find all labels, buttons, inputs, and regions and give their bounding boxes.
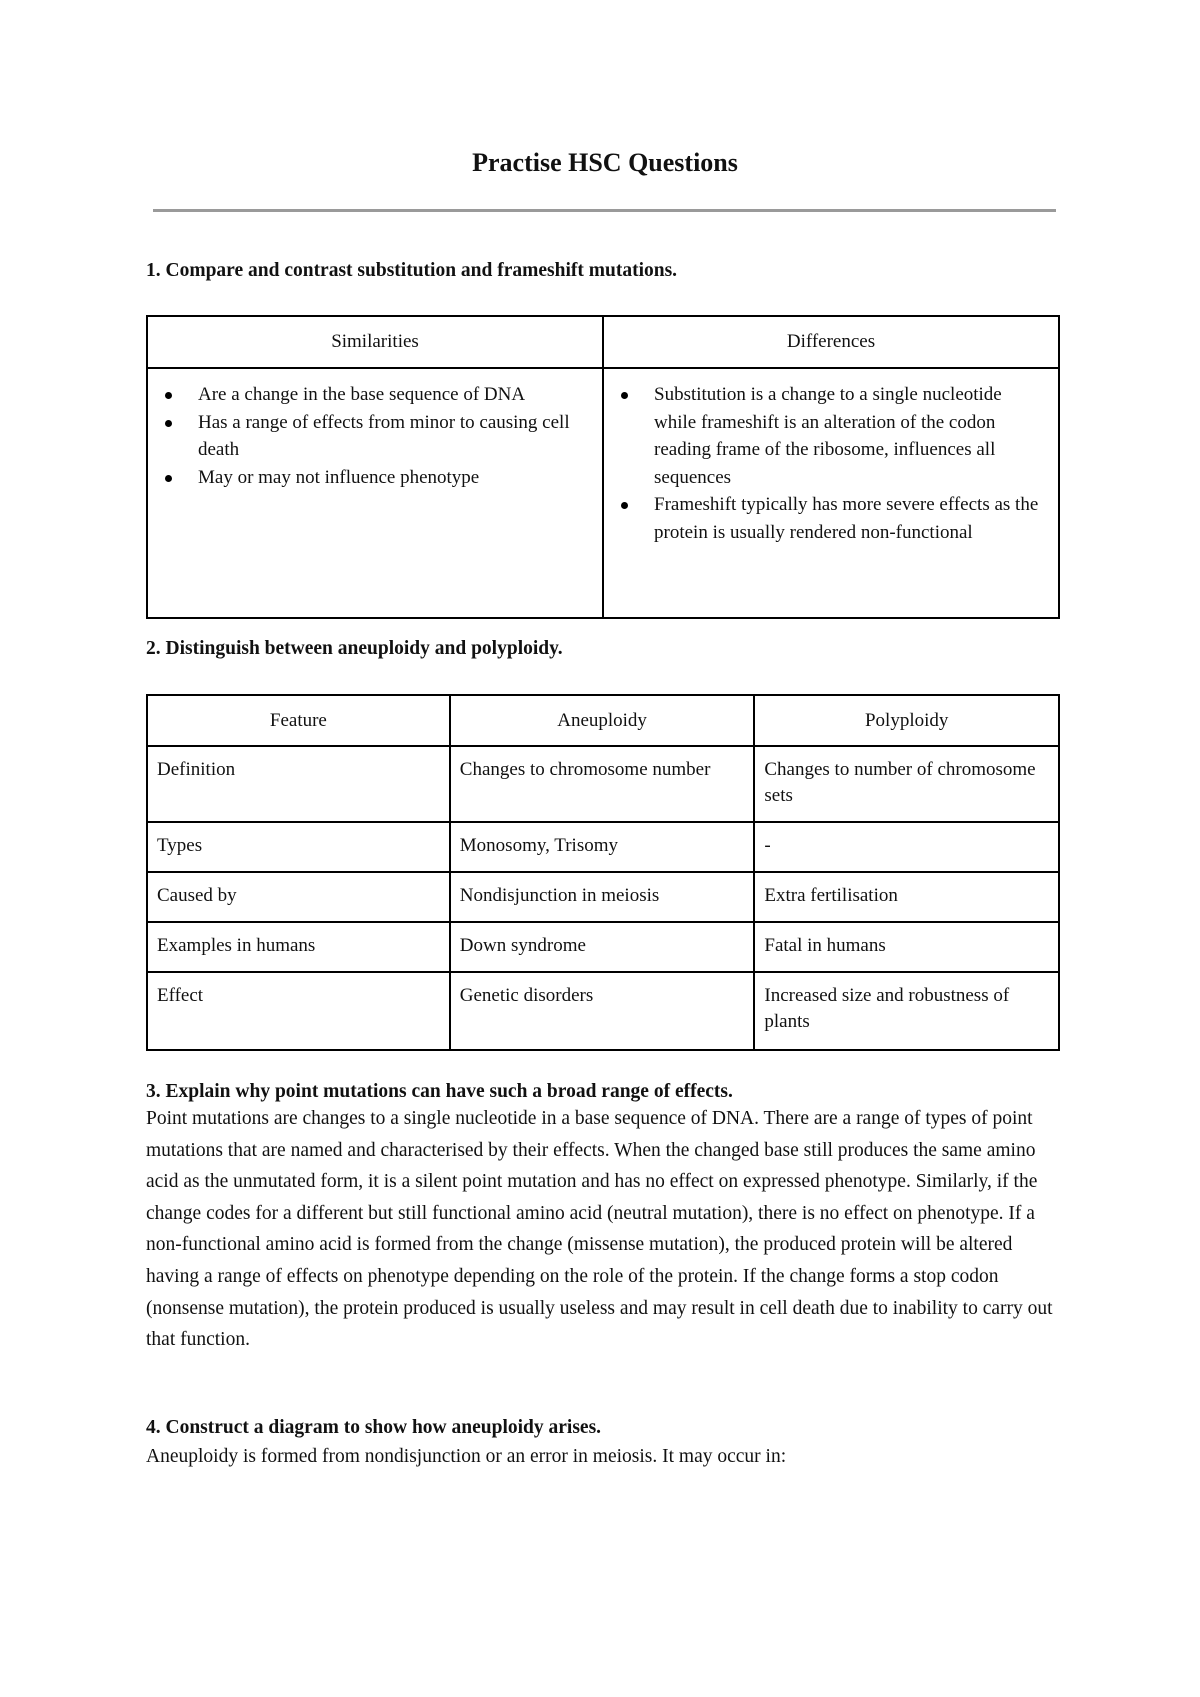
table-row bbox=[147, 972, 1059, 1050]
comparison-table bbox=[146, 315, 1060, 619]
list-item: Has a range of effects from minor to causing cell death bbox=[198, 409, 592, 464]
table-cell: Nondisjunction in meiosis bbox=[450, 872, 755, 922]
header-aneuploidy: Aneuploidy bbox=[450, 695, 755, 746]
ploidy-table bbox=[146, 694, 1060, 1051]
table-cell: Types bbox=[147, 822, 450, 872]
header-similarities: Similarities bbox=[147, 316, 603, 368]
header-polyploidy: Polyploidy bbox=[754, 695, 1059, 746]
list-item: Frameshift typically has more severe effects as the protein is usually rendered non-functional bbox=[654, 491, 1048, 546]
table-cell: Caused by bbox=[147, 872, 450, 922]
table-row bbox=[147, 872, 1059, 922]
table-cell: Increased size and robustness of plants bbox=[754, 972, 1059, 1050]
list-item: Are a change in the base sequence of DNA bbox=[198, 381, 592, 409]
header-differences: Differences bbox=[603, 316, 1059, 368]
question-1-heading: 1. Compare and contrast substitution and frameshift mutations. bbox=[146, 260, 678, 281]
table-cell: Effect bbox=[147, 972, 450, 1050]
list-item: May or may not influence phenotype bbox=[198, 464, 592, 492]
similarities-cell bbox=[147, 368, 603, 618]
table-cell: Down syndrome bbox=[450, 922, 755, 972]
differences-cell bbox=[603, 368, 1059, 618]
title-divider bbox=[153, 209, 1056, 212]
header-feature: Feature bbox=[147, 695, 450, 746]
table-row bbox=[147, 922, 1059, 972]
table-cell: Definition bbox=[147, 746, 450, 822]
table-cell: Changes to chromosome number bbox=[450, 746, 755, 822]
question-4-heading: 4. Construct a diagram to show how aneuploidy arises. bbox=[146, 1417, 602, 1438]
table-cell: Extra fertilisation bbox=[754, 872, 1059, 922]
table-cell: - bbox=[754, 822, 1059, 872]
table-cell: Monosomy, Trisomy bbox=[450, 822, 755, 872]
page-title: Practise HSC Questions bbox=[472, 148, 738, 177]
question-3-answer: Point mutations are changes to a single nucleotide in a base sequence of DNA. There are a range of types of point mutations that are named and characterised by their effects. When the changed base still produces the same amino acid as the unmutated form, it is a silent point mutation and has no effect on expressed phenotype. Similarly, if the change codes for a different but still functional amino acid (neutral mutation), there is no effect on phenotype. If a non-functional amino acid is formed from the change (missense mutation), the produced protein will be altered having a range of effects on phenotype depending on the role of the protein. If the change forms a stop codon (nonsense mutation), the protein produced is usually useless and may result in cell death due to inability to carry out that function. bbox=[146, 1108, 1053, 1351]
table-row bbox=[147, 822, 1059, 872]
list-item: Substitution is a change to a single nucleotide while frameshift is an alteration of the codon reading frame of the ribosome, influences all sequences bbox=[654, 381, 1048, 491]
table-row bbox=[147, 746, 1059, 822]
table-cell: Examples in humans bbox=[147, 922, 450, 972]
table-cell: Changes to number of chromosome sets bbox=[754, 746, 1059, 822]
question-4-answer: Aneuploidy is formed from nondisjunction or an error in meiosis. It may occur in: bbox=[146, 1446, 787, 1467]
question-2-heading: 2. Distinguish between aneuploidy and polyploidy. bbox=[146, 638, 563, 659]
table-cell: Fatal in humans bbox=[754, 922, 1059, 972]
question-3-heading: 3. Explain why point mutations can have such a broad range of effects. bbox=[146, 1081, 733, 1102]
table-cell: Genetic disorders bbox=[450, 972, 755, 1050]
